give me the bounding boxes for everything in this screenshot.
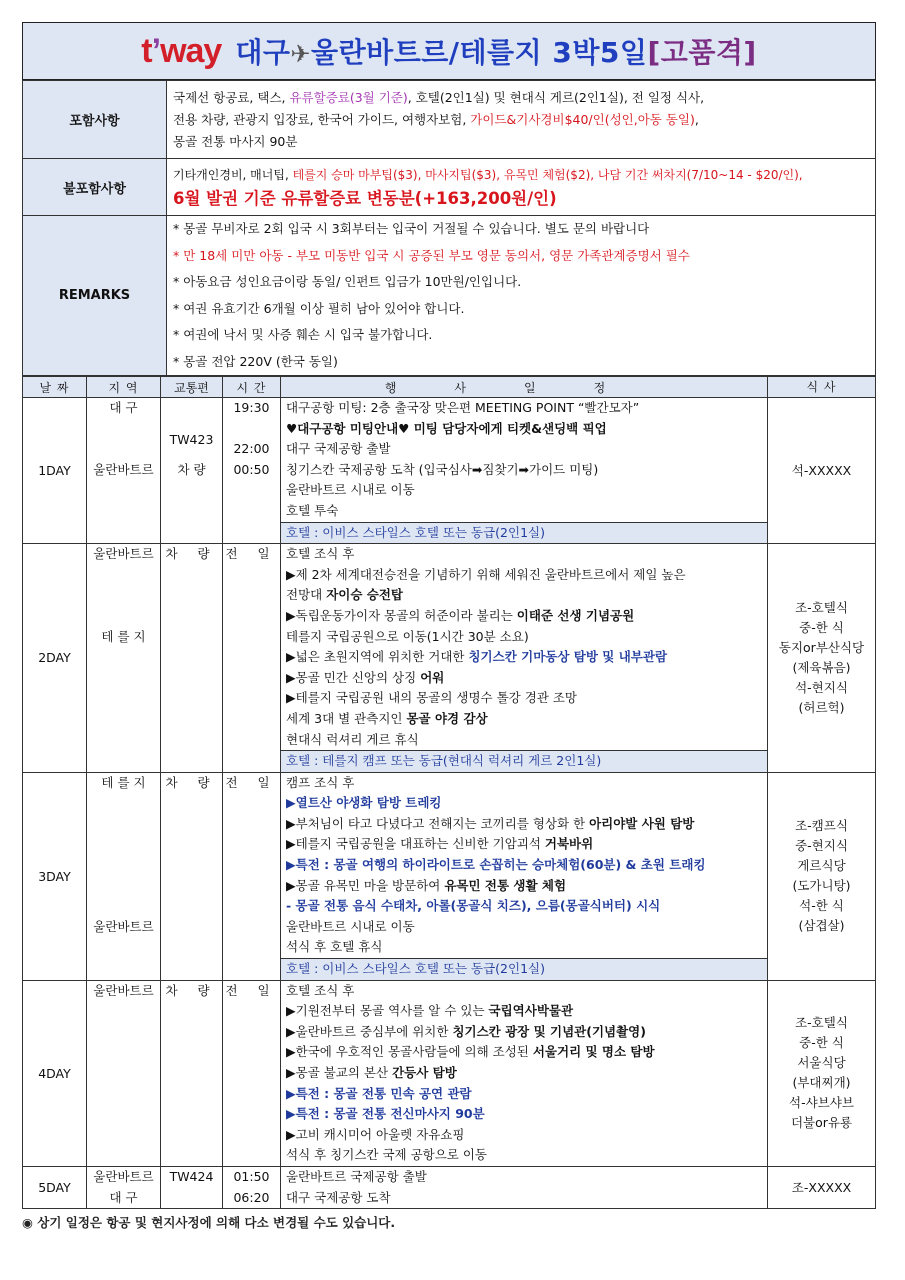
day-transport: TW424 bbox=[161, 1166, 223, 1208]
remark-item: * 여권 유효기간 6개월 이상 필히 남아 있어야 합니다. bbox=[173, 300, 465, 316]
day-plan: 호텔 조식 후 ▶기원전부터 몽골 역사를 알 수 있는 국립역사박물관 ▶울란바트르 중심부에 위치한 칭기스칸 광장 및 기념관(기념촬영) ▶한국에 우호적인 몽골사람들에 의해 조성된 서울거리 및 명소 탐방 ▶몽골 불교의 본산 간등사 탐방 ▶특전 : 몽골 전통 민속 공연 관람 ▶특전 : 몽골 전통 전신마사지 90분 ▶고비 캐시미어 아울렛 자유쇼핑 석식 후 칭기스칸 국제 공항으로 이동 bbox=[281, 980, 768, 1166]
remarks-label: REMARKS bbox=[23, 216, 167, 376]
day-transport: 차 량 bbox=[161, 772, 223, 980]
day-plan: 대구공항 미팅: 2층 출국장 맞은편 MEETING POINT “빨간모자” ♥대구공항 미팅안내♥ 미팅 담당자에게 티켓&샌딩백 픽업 대구 국제공항 출발 칭기스칸 국제공항 도착 (입국심사➡짐찾기➡가이드 미팅) 울란바트르 시내로 이동 호텔 투숙 호텔 : 이비스 스타일스 호텔 또는 동급(2인1실) bbox=[281, 398, 768, 544]
day-areas: 테 를 지 울란바트르 bbox=[87, 772, 161, 980]
airplane-icon: ✈ bbox=[290, 40, 312, 68]
included-content: 국제선 항공료, 택스, 유류할증료(3월 기준), 호텔(2인1실) 및 현대식 게르(2인1실), 전 일정 식사, 전용 차량, 관광지 입장료, 한국어 가이드, 여행자보험, 가이드&기사경비$40/인(성인,아동 동일), 몽골 전통 마사지 90분 bbox=[167, 81, 876, 159]
col-day-header: 날 짜 bbox=[23, 377, 87, 398]
remark-item: * 아동요금 성인요금이랑 동일/ 인펀트 입금가 10만원/인입니다. bbox=[173, 274, 522, 289]
itinerary-page bbox=[22, 22, 876, 1231]
day-transport: TW423 차 량 bbox=[161, 398, 223, 544]
col-transport-header: 교통편 bbox=[161, 377, 223, 398]
day-row-2 bbox=[23, 544, 876, 773]
day-transport: 차 량 bbox=[161, 544, 223, 773]
day-times: 전 일 bbox=[223, 544, 281, 773]
remark-item: * 몽골 무비자로 2회 입국 시 3회부터는 입국이 거절될 수 있습니다. 별도 문의 바랍니다 bbox=[173, 221, 650, 236]
tway-logo: t’way bbox=[141, 31, 222, 70]
hotel-info: 호텔 : 테를지 캠프 또는 동급(현대식 럭셔리 게르 2인1실) bbox=[281, 750, 767, 772]
day-plan: 호텔 조식 후 ▶제 2차 세계대전승전을 기념하기 위해 세워진 울란바트르에서 제일 높은 전망대 자이승 승전탑 ▶독립운동가이자 몽골의 허준이라 불리는 이태준 선생 기념공원 테를지 국립공원으로 이동(1시간 30분 소요) ▶넓은 초원지역에 위치한 거대한 칭기스칸 기마동상 탐방 및 내부관람 ▶몽골 민간 신앙의 상징 어워 ▶테를지 국립공원 내의 몽골의 생명수 톨강 경관 조망 세계 3대 별 관측지인 몽골 야경 감상 현대식 럭셔리 게르 휴식 호텔 : 테를지 캠프 또는 동급(현대식 럭셔리 게르 2인1실) bbox=[281, 544, 768, 773]
day-areas: 대 구 울란바트르 bbox=[87, 398, 161, 544]
day-times: 01:50 06:20 bbox=[223, 1166, 281, 1208]
hotel-info: 호텔 : 이비스 스타일스 호텔 또는 동급(2인1실) bbox=[281, 522, 767, 544]
day-meals: 조-XXXXX bbox=[768, 1166, 876, 1208]
day-label: 4DAY bbox=[23, 980, 87, 1166]
day-meals: 석-XXXXX bbox=[768, 398, 876, 544]
day-row-5 bbox=[23, 1166, 876, 1208]
info-table bbox=[22, 80, 876, 376]
col-plan-header: 행사일정 bbox=[281, 377, 768, 398]
day-row-4 bbox=[23, 980, 876, 1166]
footer-note: ◉ 상기 일정은 항공 및 현지사정에 의해 다소 변경될 수도 있습니다. bbox=[22, 1215, 396, 1231]
col-time-header: 시 간 bbox=[223, 377, 281, 398]
day-times: 전 일 bbox=[223, 980, 281, 1166]
remark-item: * 몽골 전압 220V (한국 동일) bbox=[173, 353, 338, 369]
day-times: 전 일 bbox=[223, 772, 281, 980]
header-banner bbox=[22, 22, 876, 80]
remark-item: * 만 18세 미만 아동 - 부모 미동반 입국 시 공증된 부모 영문 동의서, 영문 가족관계증명서 필수 bbox=[173, 247, 690, 263]
day-label: 5DAY bbox=[23, 1166, 87, 1208]
excluded-label: 불포함사항 bbox=[23, 159, 167, 216]
hotel-info: 호텔 : 이비스 스타일스 호텔 또는 동급(2인1실) bbox=[281, 958, 767, 980]
day-areas: 울란바트르 테 를 지 bbox=[87, 544, 161, 773]
day-label: 1DAY bbox=[23, 398, 87, 544]
day-label: 2DAY bbox=[23, 544, 87, 773]
page-title: 대구✈울란바트르/테를지 3박5일[고품격] bbox=[235, 36, 757, 69]
day-meals: 조-호텔식 중-한 식 동지or부산식당 (제육볶음) 석-현지식 (허르헉) bbox=[768, 544, 876, 773]
schedule-table bbox=[22, 376, 876, 1209]
day-plan: 울란바트르 국제공항 출발 대구 국제공항 도착 bbox=[281, 1166, 768, 1208]
day-label: 3DAY bbox=[23, 772, 87, 980]
included-label: 포함사항 bbox=[23, 81, 167, 159]
remark-item: * 여권에 낙서 및 사증 훼손 시 입국 불가합니다. bbox=[173, 327, 433, 342]
day-areas: 울란바트르 bbox=[87, 980, 161, 1166]
day-times: 19:30 22:00 00:50 bbox=[223, 398, 281, 544]
day-meals: 조-호텔식 중-한 식 서울식당 (부대찌개) 석-샤브샤브 더불or유룡 bbox=[768, 980, 876, 1166]
day-plan: 캠프 조식 후 ▶열트산 야생화 탐방 트레킹 ▶부처님이 타고 다녔다고 전해지는 코끼리를 형상화 한 아리야발 사원 탐방 ▶테를지 국립공원을 대표하는 신비한 기암괴석 거북바위 ▶특전 : 몽골 여행의 하이라이트로 손꼽히는 승마체험(60분) & 초원 트래킹 ▶몽골 유목민 마을 방문하여 유목민 전통 생활 체험 - 몽골 전통 음식 수태차, 아롤(몽골식 치즈), 으름(몽골식버터) 시식 울란바트르 시내로 이동 석식 후 호텔 휴식 호텔 : 이비스 스타일스 호텔 또는 동급(2인1실) bbox=[281, 772, 768, 980]
day-row-3 bbox=[23, 772, 876, 980]
excluded-content: 기타개인경비, 매너팁, 테를지 승마 마부팁($3), 마사지팁($3), 유목민 체험($2), 나담 기간 써차지(7/10~14 - $20/인), 6월 발권 기준 유류할증료 변동분(+163,200원/인) bbox=[167, 159, 876, 216]
col-area-header: 지 역 bbox=[87, 377, 161, 398]
day-transport: 차 량 bbox=[161, 980, 223, 1166]
remarks-content bbox=[167, 216, 876, 376]
col-meal-header: 식 사 bbox=[768, 377, 876, 398]
day-row-1 bbox=[23, 398, 876, 544]
day-areas: 울란바트르 대 구 bbox=[87, 1166, 161, 1208]
day-meals: 조-캠프식 중-현지식 게르식당 (도가니탕) 석-한 식 (삼겹살) bbox=[768, 772, 876, 980]
